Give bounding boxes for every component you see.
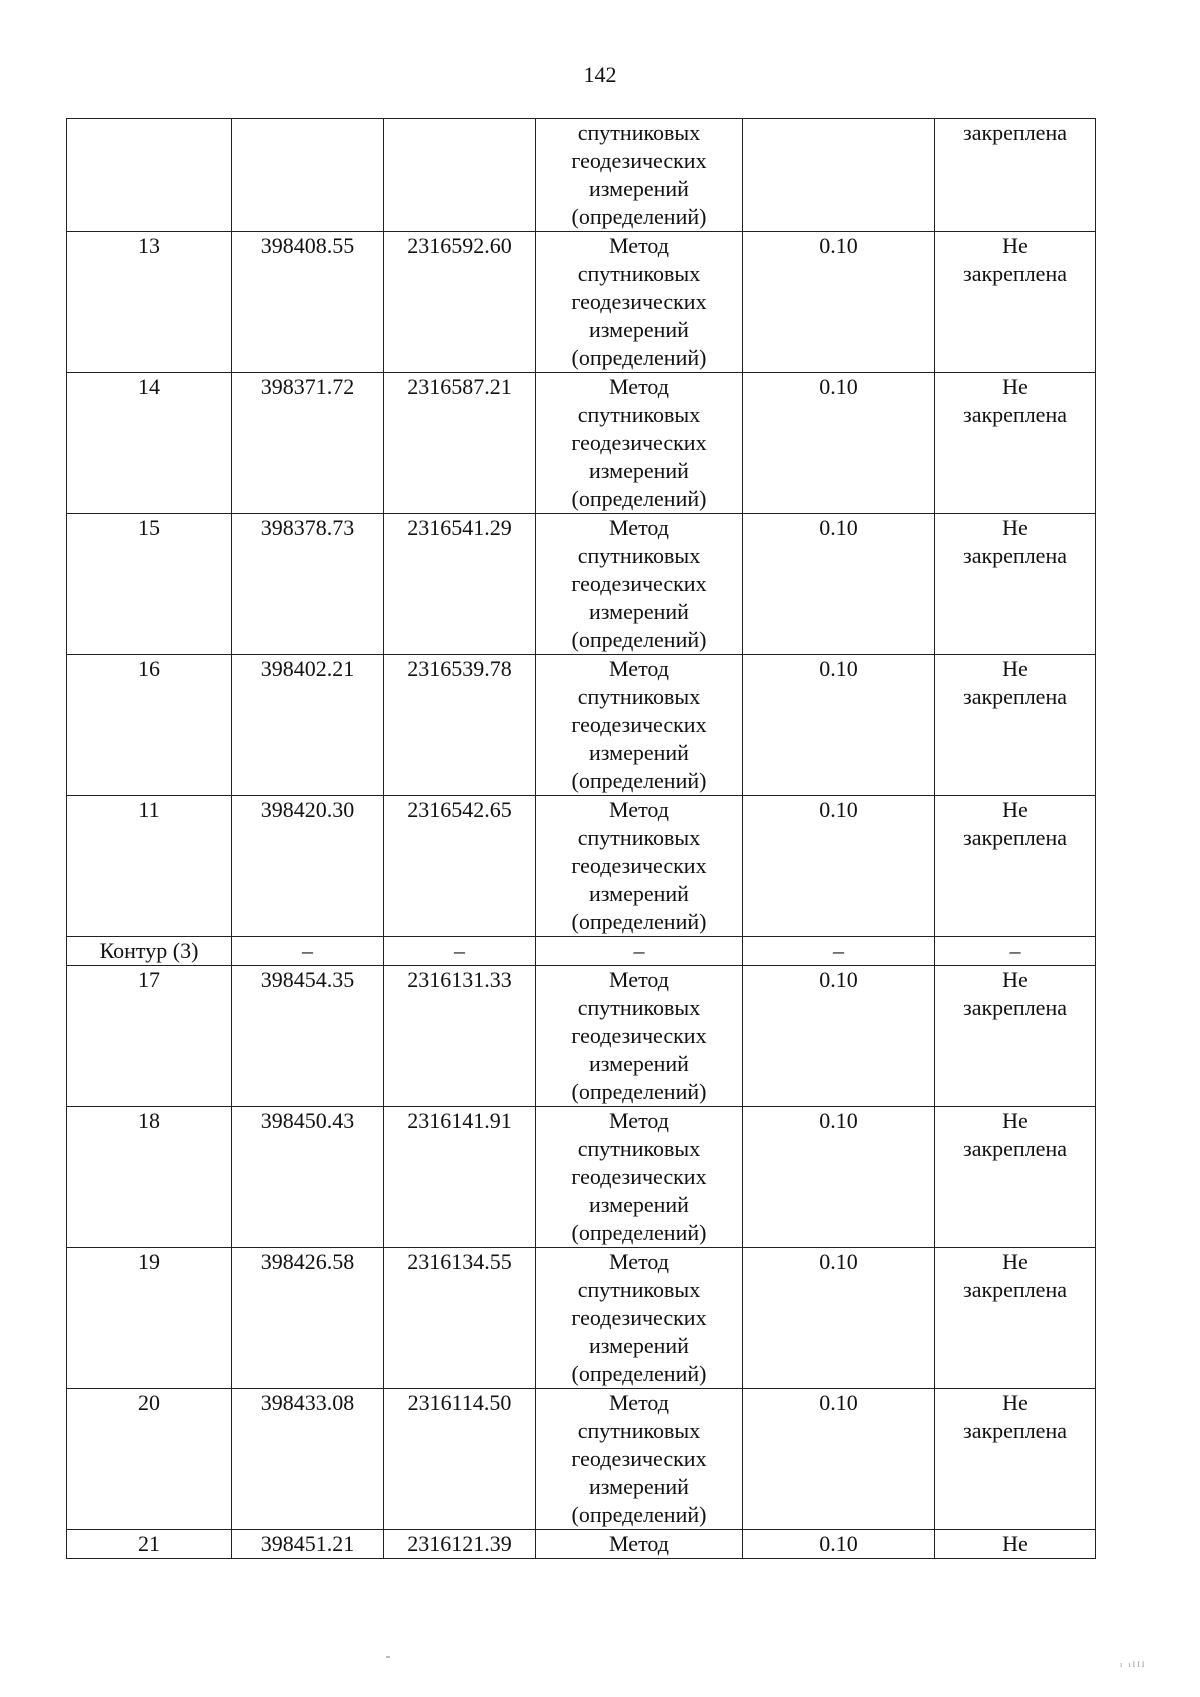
fixed-line: Не bbox=[1002, 656, 1028, 681]
point-cell: 16 bbox=[67, 655, 232, 796]
point-cell: 17 bbox=[67, 966, 232, 1107]
method-line: (определений) bbox=[571, 627, 707, 652]
method-line: (определений) bbox=[571, 1361, 707, 1386]
fixed-line: закреплена bbox=[963, 1418, 1067, 1443]
accuracy-cell: 0.10 bbox=[743, 232, 935, 373]
y-cell: 2316542.65 bbox=[384, 796, 536, 937]
fixed-cell bbox=[935, 514, 1096, 655]
method-cell bbox=[536, 796, 743, 937]
method-line: измерений bbox=[589, 1051, 689, 1076]
method-line: спутниковых bbox=[577, 120, 701, 145]
fixed-line: Не bbox=[1002, 1249, 1028, 1274]
y-cell bbox=[384, 119, 536, 232]
y-cell: 2316141.91 bbox=[384, 1107, 536, 1248]
point-cell: 15 bbox=[67, 514, 232, 655]
y-cell: 2316134.55 bbox=[384, 1248, 536, 1389]
y-cell: 2316592.60 bbox=[384, 232, 536, 373]
method-line: измерений bbox=[589, 317, 689, 342]
accuracy-cell: 0.10 bbox=[743, 1389, 935, 1530]
fixed-line: закреплена bbox=[963, 543, 1067, 568]
method-cell: Метод bbox=[536, 1530, 743, 1559]
point-cell bbox=[67, 119, 232, 232]
y-cell: 2316587.21 bbox=[384, 373, 536, 514]
point-cell: 19 bbox=[67, 1248, 232, 1389]
fixed-line: закреплена bbox=[963, 1136, 1067, 1161]
accuracy-cell: 0.10 bbox=[743, 1530, 935, 1559]
method-line: (определений) bbox=[571, 768, 707, 793]
fixed-cell bbox=[935, 655, 1096, 796]
method-line: геодезических bbox=[571, 1164, 707, 1189]
table-row-contour bbox=[67, 937, 1096, 966]
fixed-cell bbox=[935, 232, 1096, 373]
fixed-cell bbox=[935, 1389, 1096, 1530]
fixed-line: закреплена bbox=[963, 261, 1067, 286]
method-line: Метод bbox=[609, 1108, 669, 1133]
accuracy-cell: 0.10 bbox=[743, 1248, 935, 1389]
point-cell: 18 bbox=[67, 1107, 232, 1248]
method-line: спутниковых bbox=[577, 261, 701, 286]
table-row bbox=[67, 514, 1096, 655]
x-cell: 398371.72 bbox=[232, 373, 384, 514]
y-cell: 2316131.33 bbox=[384, 966, 536, 1107]
method-line: геодезических bbox=[571, 1446, 707, 1471]
method-line: измерений bbox=[589, 1192, 689, 1217]
fixed-cell: закреплена bbox=[935, 119, 1096, 232]
method-cell bbox=[536, 966, 743, 1107]
fixed-line: закреплена bbox=[963, 684, 1067, 709]
method-line: Метод bbox=[609, 233, 669, 258]
method-line: геодезических bbox=[571, 1305, 707, 1330]
method-line: измерений bbox=[589, 599, 689, 624]
dash-cell: – bbox=[536, 937, 743, 966]
fixed-line: Не bbox=[1002, 515, 1028, 540]
fixed-line: закреплена bbox=[963, 825, 1067, 850]
accuracy-cell: 0.10 bbox=[743, 1107, 935, 1248]
dash-cell: – bbox=[743, 937, 935, 966]
y-cell: 2316114.50 bbox=[384, 1389, 536, 1530]
method-cell bbox=[536, 1248, 743, 1389]
method-cell bbox=[536, 655, 743, 796]
method-line: измерений bbox=[589, 740, 689, 765]
point-cell: 20 bbox=[67, 1389, 232, 1530]
method-line: Метод bbox=[609, 1390, 669, 1415]
table-row bbox=[67, 1107, 1096, 1248]
x-cell: 398433.08 bbox=[232, 1389, 384, 1530]
fixed-line: Не bbox=[1002, 1390, 1028, 1415]
table-row bbox=[67, 655, 1096, 796]
method-line: измерений bbox=[589, 1333, 689, 1358]
method-line: (определений) bbox=[571, 204, 707, 229]
page-number: 142 bbox=[583, 62, 617, 87]
table-row-continuation bbox=[67, 119, 1096, 232]
dash-cell: – bbox=[384, 937, 536, 966]
point-cell: 13 bbox=[67, 232, 232, 373]
point-cell: 14 bbox=[67, 373, 232, 514]
method-line: геодезических bbox=[571, 712, 707, 737]
y-cell: 2316121.39 bbox=[384, 1530, 536, 1559]
point-cell: 21 bbox=[67, 1530, 232, 1559]
table-row bbox=[67, 1248, 1096, 1389]
x-cell: 398402.21 bbox=[232, 655, 384, 796]
method-line: измерений bbox=[589, 458, 689, 483]
fixed-line: закреплена bbox=[963, 1277, 1067, 1302]
method-cell bbox=[536, 1389, 743, 1530]
method-line: спутниковых bbox=[577, 684, 701, 709]
y-cell: 2316541.29 bbox=[384, 514, 536, 655]
method-line: спутниковых bbox=[577, 1136, 701, 1161]
fixed-line: Не bbox=[1002, 374, 1028, 399]
fixed-cell bbox=[935, 373, 1096, 514]
method-line: спутниковых bbox=[577, 995, 701, 1020]
method-line: Метод bbox=[609, 1249, 669, 1274]
table-row bbox=[67, 796, 1096, 937]
table-row bbox=[67, 966, 1096, 1107]
method-line: спутниковых bbox=[577, 543, 701, 568]
method-line: измерений bbox=[589, 176, 689, 201]
method-line: (определений) bbox=[571, 909, 707, 934]
coordinates-table-body bbox=[67, 119, 1096, 1559]
table-row-last bbox=[67, 1530, 1096, 1559]
method-line: геодезических bbox=[571, 853, 707, 878]
method-line: спутниковых bbox=[577, 825, 701, 850]
scan-mark: ı ıIII bbox=[1120, 1660, 1147, 1669]
y-cell: 2316539.78 bbox=[384, 655, 536, 796]
fixed-line: Не bbox=[1002, 233, 1028, 258]
accuracy-cell: 0.10 bbox=[743, 514, 935, 655]
table-row bbox=[67, 232, 1096, 373]
method-cell bbox=[536, 232, 743, 373]
x-cell: 398450.43 bbox=[232, 1107, 384, 1248]
fixed-cell bbox=[935, 796, 1096, 937]
method-cell bbox=[536, 373, 743, 514]
method-line: (определений) bbox=[571, 1079, 707, 1104]
method-line: измерений bbox=[589, 881, 689, 906]
method-line: геодезических bbox=[571, 1023, 707, 1048]
x-cell: 398454.35 bbox=[232, 966, 384, 1107]
method-line: (определений) bbox=[571, 486, 707, 511]
x-cell: 398426.58 bbox=[232, 1248, 384, 1389]
x-cell: 398408.55 bbox=[232, 232, 384, 373]
fixed-line: закреплена bbox=[963, 995, 1067, 1020]
fixed-line: закреплена bbox=[963, 402, 1067, 427]
dash-cell: – bbox=[935, 937, 1096, 966]
x-cell: 398451.21 bbox=[232, 1530, 384, 1559]
x-cell: 398420.30 bbox=[232, 796, 384, 937]
method-line: (определений) bbox=[571, 1502, 707, 1527]
method-cell bbox=[536, 514, 743, 655]
accuracy-cell: 0.10 bbox=[743, 373, 935, 514]
method-cell bbox=[536, 119, 743, 232]
method-line: геодезических bbox=[571, 148, 707, 173]
contour-label-cell: Контур (3) bbox=[67, 937, 232, 966]
method-line: спутниковых bbox=[577, 1277, 701, 1302]
fixed-cell: Не bbox=[935, 1530, 1096, 1559]
dash-cell: – bbox=[232, 937, 384, 966]
method-line: Метод bbox=[609, 797, 669, 822]
x-cell bbox=[232, 119, 384, 232]
table-row bbox=[67, 1389, 1096, 1530]
fixed-line: Не bbox=[1002, 1108, 1028, 1133]
accuracy-cell: 0.10 bbox=[743, 655, 935, 796]
fixed-cell bbox=[935, 966, 1096, 1107]
method-line: спутниковых bbox=[577, 402, 701, 427]
x-cell: 398378.73 bbox=[232, 514, 384, 655]
method-line: геодезических bbox=[571, 571, 707, 596]
method-line: Метод bbox=[609, 656, 669, 681]
point-cell: 11 bbox=[67, 796, 232, 937]
table-row bbox=[67, 373, 1096, 514]
coordinates-table bbox=[66, 118, 1096, 1559]
method-line: Метод bbox=[609, 374, 669, 399]
method-line: Метод bbox=[609, 515, 669, 540]
accuracy-cell: 0.10 bbox=[743, 796, 935, 937]
method-line: геодезических bbox=[571, 430, 707, 455]
method-line: (определений) bbox=[571, 345, 707, 370]
fixed-cell bbox=[935, 1107, 1096, 1248]
fixed-cell bbox=[935, 1248, 1096, 1389]
fixed-line: Не bbox=[1002, 797, 1028, 822]
fixed-line: Не bbox=[1002, 967, 1028, 992]
method-cell bbox=[536, 1107, 743, 1248]
method-line: геодезических bbox=[571, 289, 707, 314]
method-line: спутниковых bbox=[577, 1418, 701, 1443]
method-line: измерений bbox=[589, 1474, 689, 1499]
accuracy-cell bbox=[743, 119, 935, 232]
method-line: Метод bbox=[609, 967, 669, 992]
method-line: (определений) bbox=[571, 1220, 707, 1245]
accuracy-cell: 0.10 bbox=[743, 966, 935, 1107]
scan-artifact bbox=[386, 1656, 390, 1658]
